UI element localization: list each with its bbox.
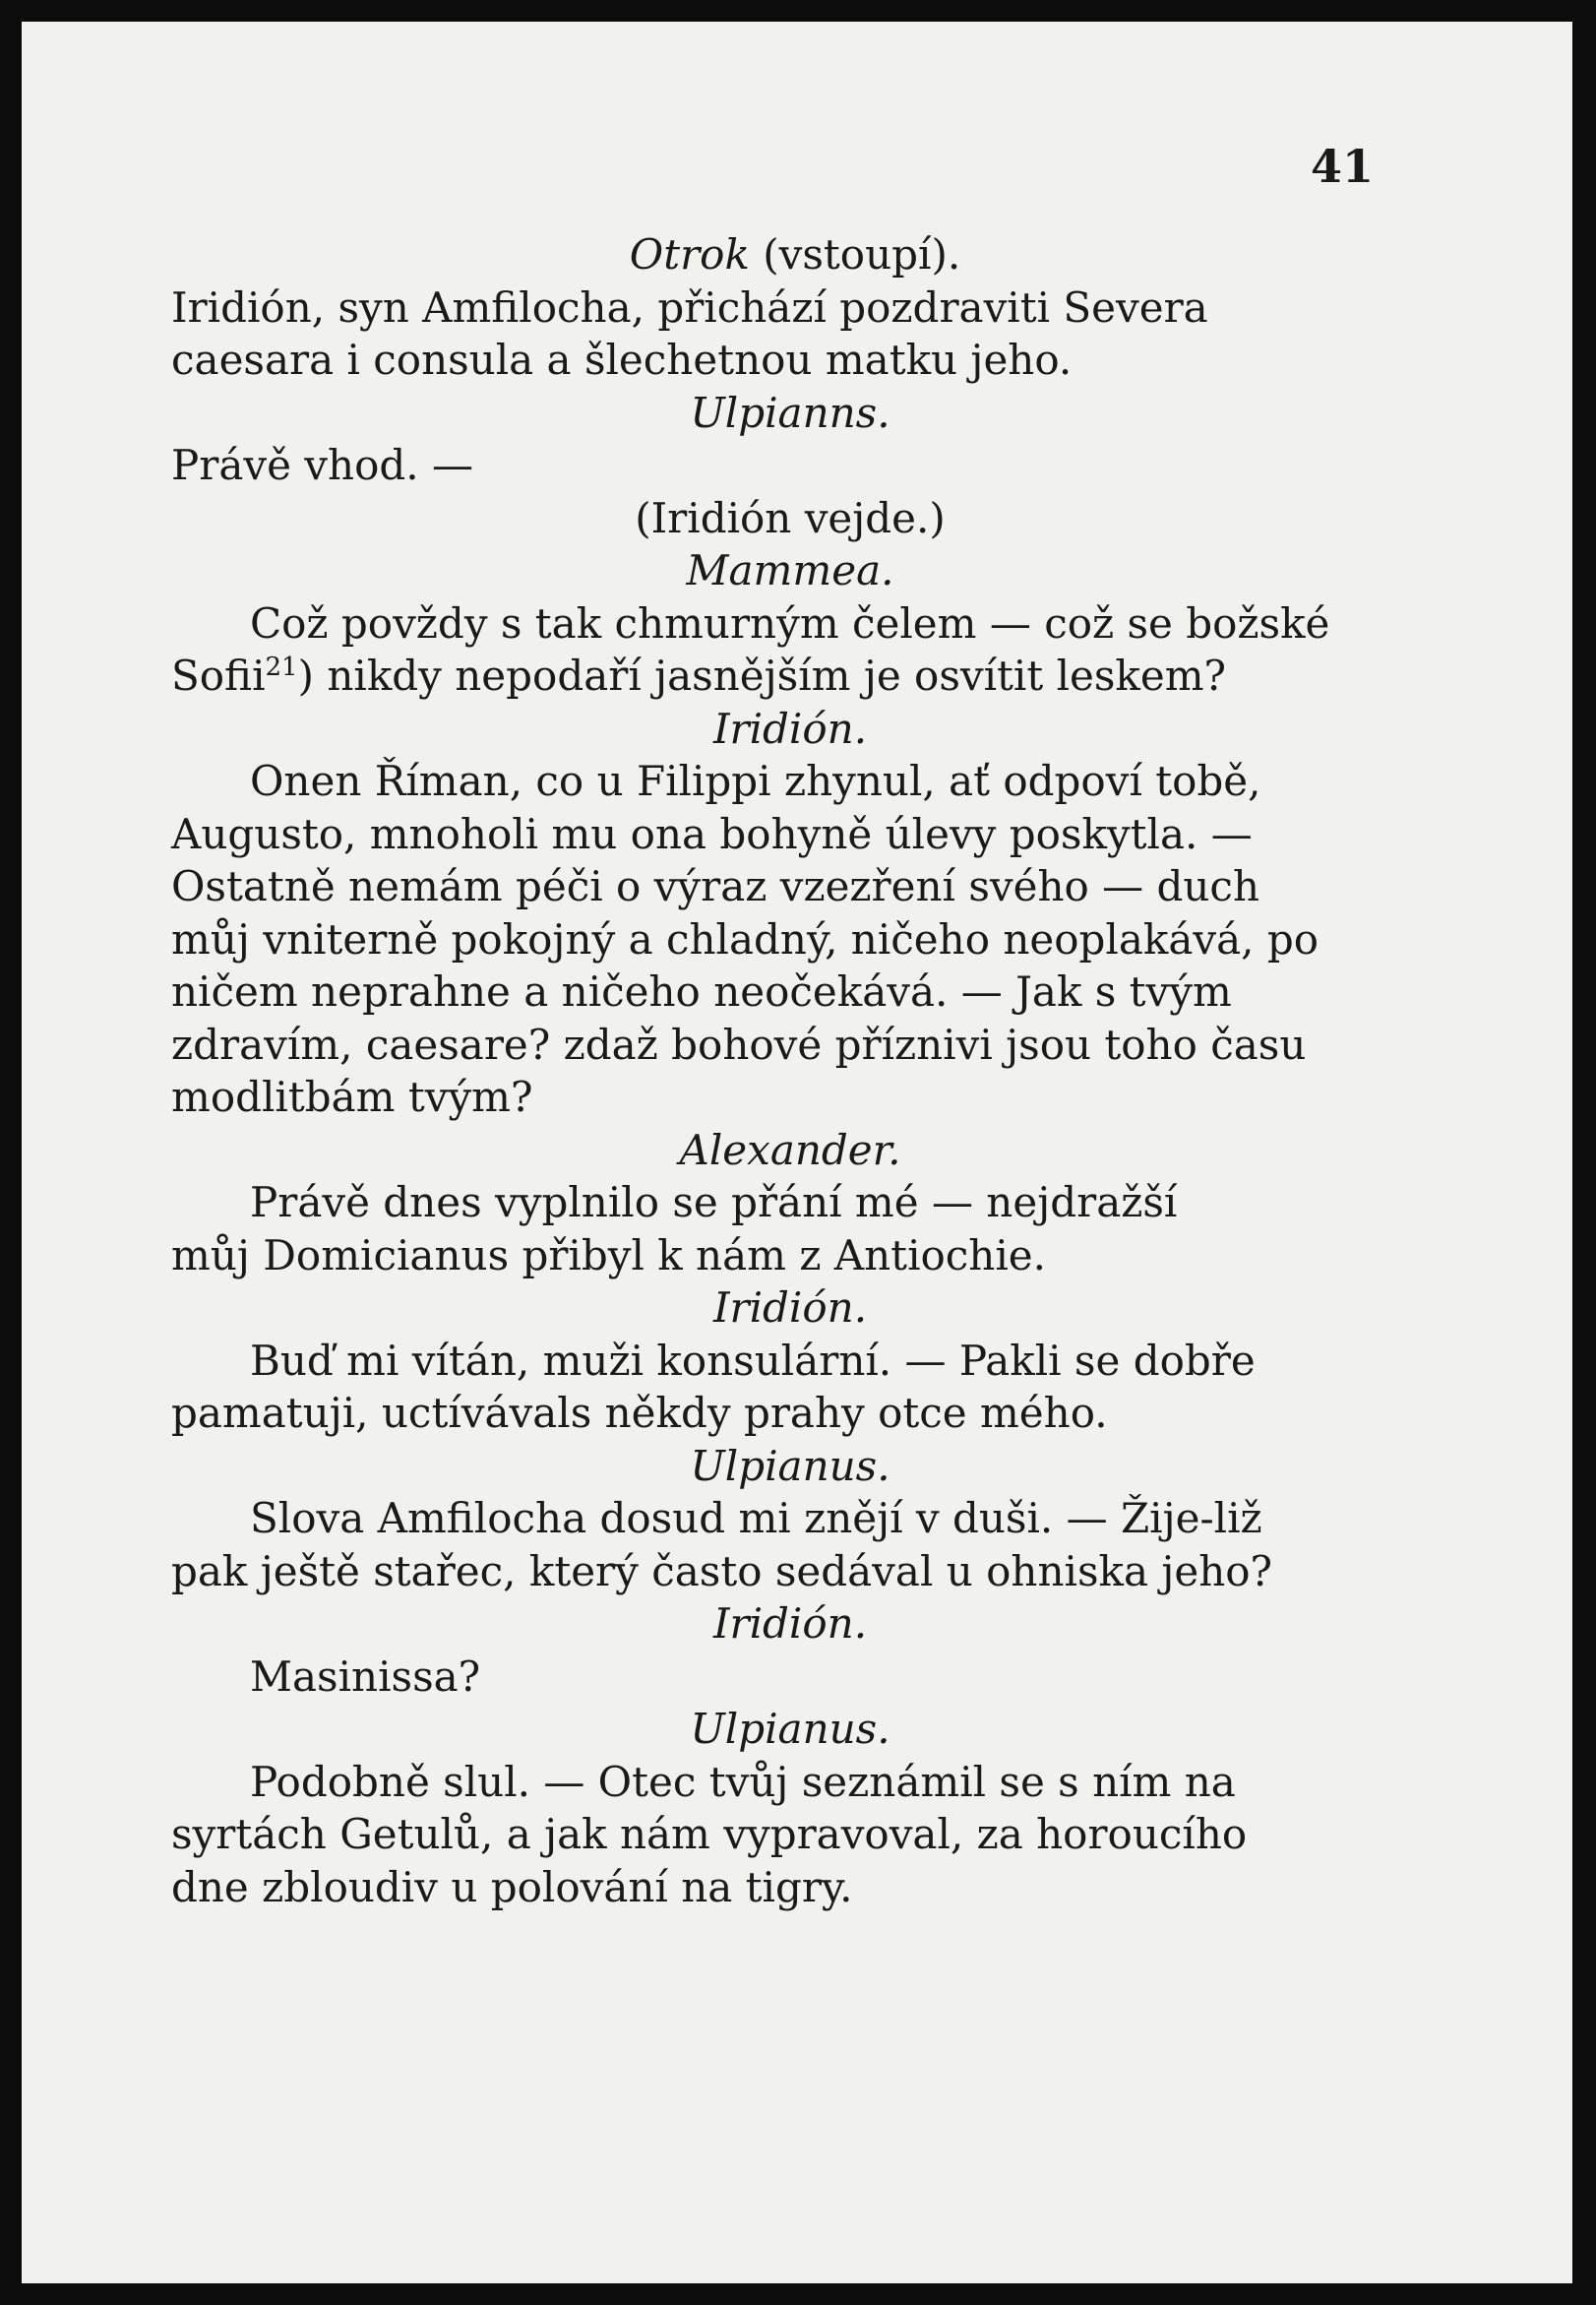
stage-direction: (Iridión vejde.) xyxy=(635,493,946,542)
text-line: caesara i consula a šlechetnou matku jeho. xyxy=(171,336,1073,384)
speaker-name: Ulpianus. xyxy=(690,1705,890,1753)
text-line: Ostatně nemám péči o výraz vzezření svého — duch xyxy=(171,862,1260,910)
speaker-name: Alexander. xyxy=(679,1125,901,1174)
text-line: zdravím, caesare? zdaž bohové příznivi jsou toho času xyxy=(171,1020,1307,1069)
text-line: Onen Říman, co u Filippi zhynul, ať odpoví tobě, xyxy=(250,757,1261,805)
stage-direction xyxy=(171,228,1409,281)
speaker-name: Iridión. xyxy=(712,704,868,753)
text-line: ničem neprahne a ničeho neočekává. — Jak s tvým xyxy=(171,967,1232,1016)
speaker-name: Ulpianns. xyxy=(690,388,890,437)
line-text: Sofii xyxy=(171,652,266,700)
text-line: syrtách Getulů, a jak nám vypravoval, za horoucího xyxy=(171,1810,1248,1858)
text-line: Právě vhod. — xyxy=(171,441,473,489)
text-line: Augusto, mnoholi mu ona bohyně úlevy poskytla. — xyxy=(171,809,1253,858)
text-line: dne zbloudiv u polování na tigry. xyxy=(171,1862,853,1911)
text-line: pak ještě stařec, který často sedával u ohniska jeho? xyxy=(171,1546,1273,1595)
text-line: modlitbám tvým? xyxy=(171,1073,533,1121)
text-line: můj Domicianus přibyl k nám z Antiochie. xyxy=(171,1230,1046,1279)
text-line: můj vniterně pokojný a chladný, ničeho neoplakává, po xyxy=(171,914,1320,964)
speaker-name: Iridión. xyxy=(712,1599,868,1648)
speaker-name: Mammea. xyxy=(686,546,894,594)
line-text: Iridión, syn Amfilocha, přichází pozdraviti Severa xyxy=(171,282,1208,332)
text-line: pamatuji, uctívávals někdy prahy otce mého. xyxy=(171,1389,1108,1437)
speaker-name: Ulpianus. xyxy=(690,1441,890,1490)
speaker-name: Otrok xyxy=(629,230,750,279)
book-page xyxy=(22,22,1572,2283)
text-line xyxy=(171,650,1409,703)
text-line: Právě dnes vyplnilo se přání mé — nejdražší xyxy=(250,1178,1178,1226)
text-line: Masinissa? xyxy=(250,1651,481,1701)
text-line: Slova Amfilocha dosud mi znějí v duši. — Žije-liž xyxy=(250,1494,1262,1542)
stage-direction-text: (vstoupí). xyxy=(749,230,961,279)
footnote-marker: 21 xyxy=(265,653,298,682)
page-text xyxy=(171,228,1409,1913)
text-line: Což povždy s tak chmurným čelem — což se božské xyxy=(250,598,1330,648)
text-line: Podobně slul. — Otec tvůj seznámil se s ním na xyxy=(250,1757,1236,1806)
line-text: ) nikdy nepodaří jasnějším je osvítit leskem? xyxy=(297,652,1227,700)
speaker-name: Iridión. xyxy=(712,1283,868,1332)
text-line: Buď mi vítán, muži konsulární. — Pakli se dobře xyxy=(250,1336,1256,1385)
text-line xyxy=(171,281,1409,335)
page-number: 41 xyxy=(1311,140,1375,193)
